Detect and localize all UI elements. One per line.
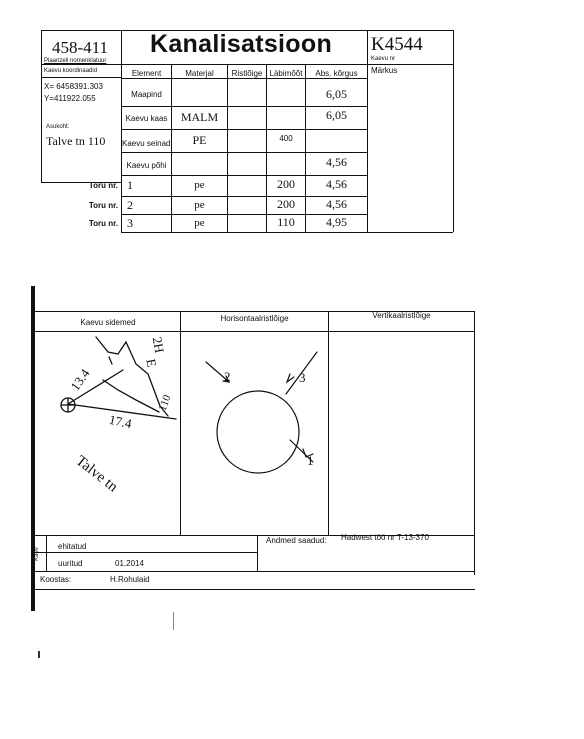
sketch-label-e: E	[143, 357, 160, 369]
data-source-value: Hadwest töö nr T-13-370	[341, 533, 429, 542]
pipe-height: 4,56	[326, 197, 347, 211]
pipe-label: Toru nr.	[88, 219, 118, 228]
pipe-label: Toru nr.	[88, 201, 118, 210]
col-header-element: Element	[131, 69, 162, 78]
horizontal-section-diagram	[181, 332, 328, 535]
sketch-label-17-4: 17.4	[107, 411, 134, 432]
scan-mark	[38, 651, 40, 658]
scan-mark	[173, 612, 174, 630]
coordinate-x: X= 6458391.303	[44, 82, 103, 91]
sketch-street-label: Talve tn	[72, 452, 121, 496]
well-number: K4544	[371, 34, 423, 55]
row-material: MALM	[180, 110, 219, 124]
pipe-diameter: 200	[277, 177, 295, 191]
card-left-border	[31, 286, 35, 611]
author-value: H.Rohulaid	[110, 575, 150, 584]
data-source-label: Andmed saadud:	[266, 536, 327, 545]
pipe-height: 4,95	[326, 215, 347, 229]
pipe-number: 1	[127, 178, 133, 192]
sketch-label-2h: 2H	[149, 335, 168, 355]
plan-number-caption: Plaanzeli nomenklatuur	[44, 58, 107, 64]
coordinate-y: Y=411922.055	[44, 94, 96, 103]
section-vertical-label: Vertikaalristlõige	[372, 311, 431, 320]
author-label: Koostas:	[40, 575, 72, 584]
section-horizontal-label: Horisontaalristlõige	[220, 314, 289, 323]
updated-label: uuritud	[58, 559, 83, 568]
pipe-height: 4,56	[326, 177, 347, 191]
plan-number: 458-411	[52, 38, 109, 57]
document-title: Kanalisatsioon	[150, 30, 333, 58]
row-element: Kaevu põhi	[126, 161, 167, 170]
col-header-abs-height: Abs. kõrgus	[315, 69, 358, 78]
col-header-remark: Märkus	[371, 66, 398, 75]
pipe-material: pe	[194, 179, 205, 191]
built-label: ehitatud	[58, 542, 87, 551]
pipe-2-marker: 2	[224, 369, 231, 384]
pipe-material: pe	[194, 217, 205, 229]
row-element: Maapind	[131, 90, 162, 99]
pipe-1-marker: 1	[307, 453, 314, 468]
row-material: PE	[192, 133, 207, 147]
sketch-label-110: 110	[156, 393, 174, 413]
col-header-cross-section: Ristlõige	[231, 69, 263, 78]
row-element: Kaevu kaas	[125, 114, 168, 123]
pipe-number: 3	[127, 216, 133, 230]
row-height: 6,05	[326, 108, 347, 122]
row-diameter: 400	[279, 134, 293, 143]
pipe-3-marker: 3	[299, 370, 306, 385]
row-height: 4,56	[326, 155, 347, 169]
pipe-material: pe	[194, 199, 205, 211]
row-height: 6,05	[326, 87, 347, 101]
row-element: Kaevu seinad	[122, 139, 171, 148]
pipe-label: Toru nr.	[88, 181, 118, 190]
section-ties-label: Kaevu sidemed	[80, 318, 136, 327]
well-number-caption: Kaevu nr	[371, 56, 396, 62]
pipe-diameter: 110	[277, 215, 295, 229]
pipe-number: 2	[127, 198, 133, 212]
pipe-diameter: 200	[277, 197, 295, 211]
col-header-diameter: Läbimõõt	[269, 69, 303, 78]
side-label: Kaev	[33, 547, 40, 561]
coordinates-label: Kaevu koordinaadid	[44, 68, 98, 74]
updated-value: 01.2014	[115, 559, 144, 568]
sketch-label-13-4: 13.4	[67, 366, 93, 394]
location-value: Talve tn 110	[46, 134, 106, 148]
col-header-material: Materjal	[185, 69, 214, 78]
location-label: Asukoht:	[46, 124, 70, 130]
